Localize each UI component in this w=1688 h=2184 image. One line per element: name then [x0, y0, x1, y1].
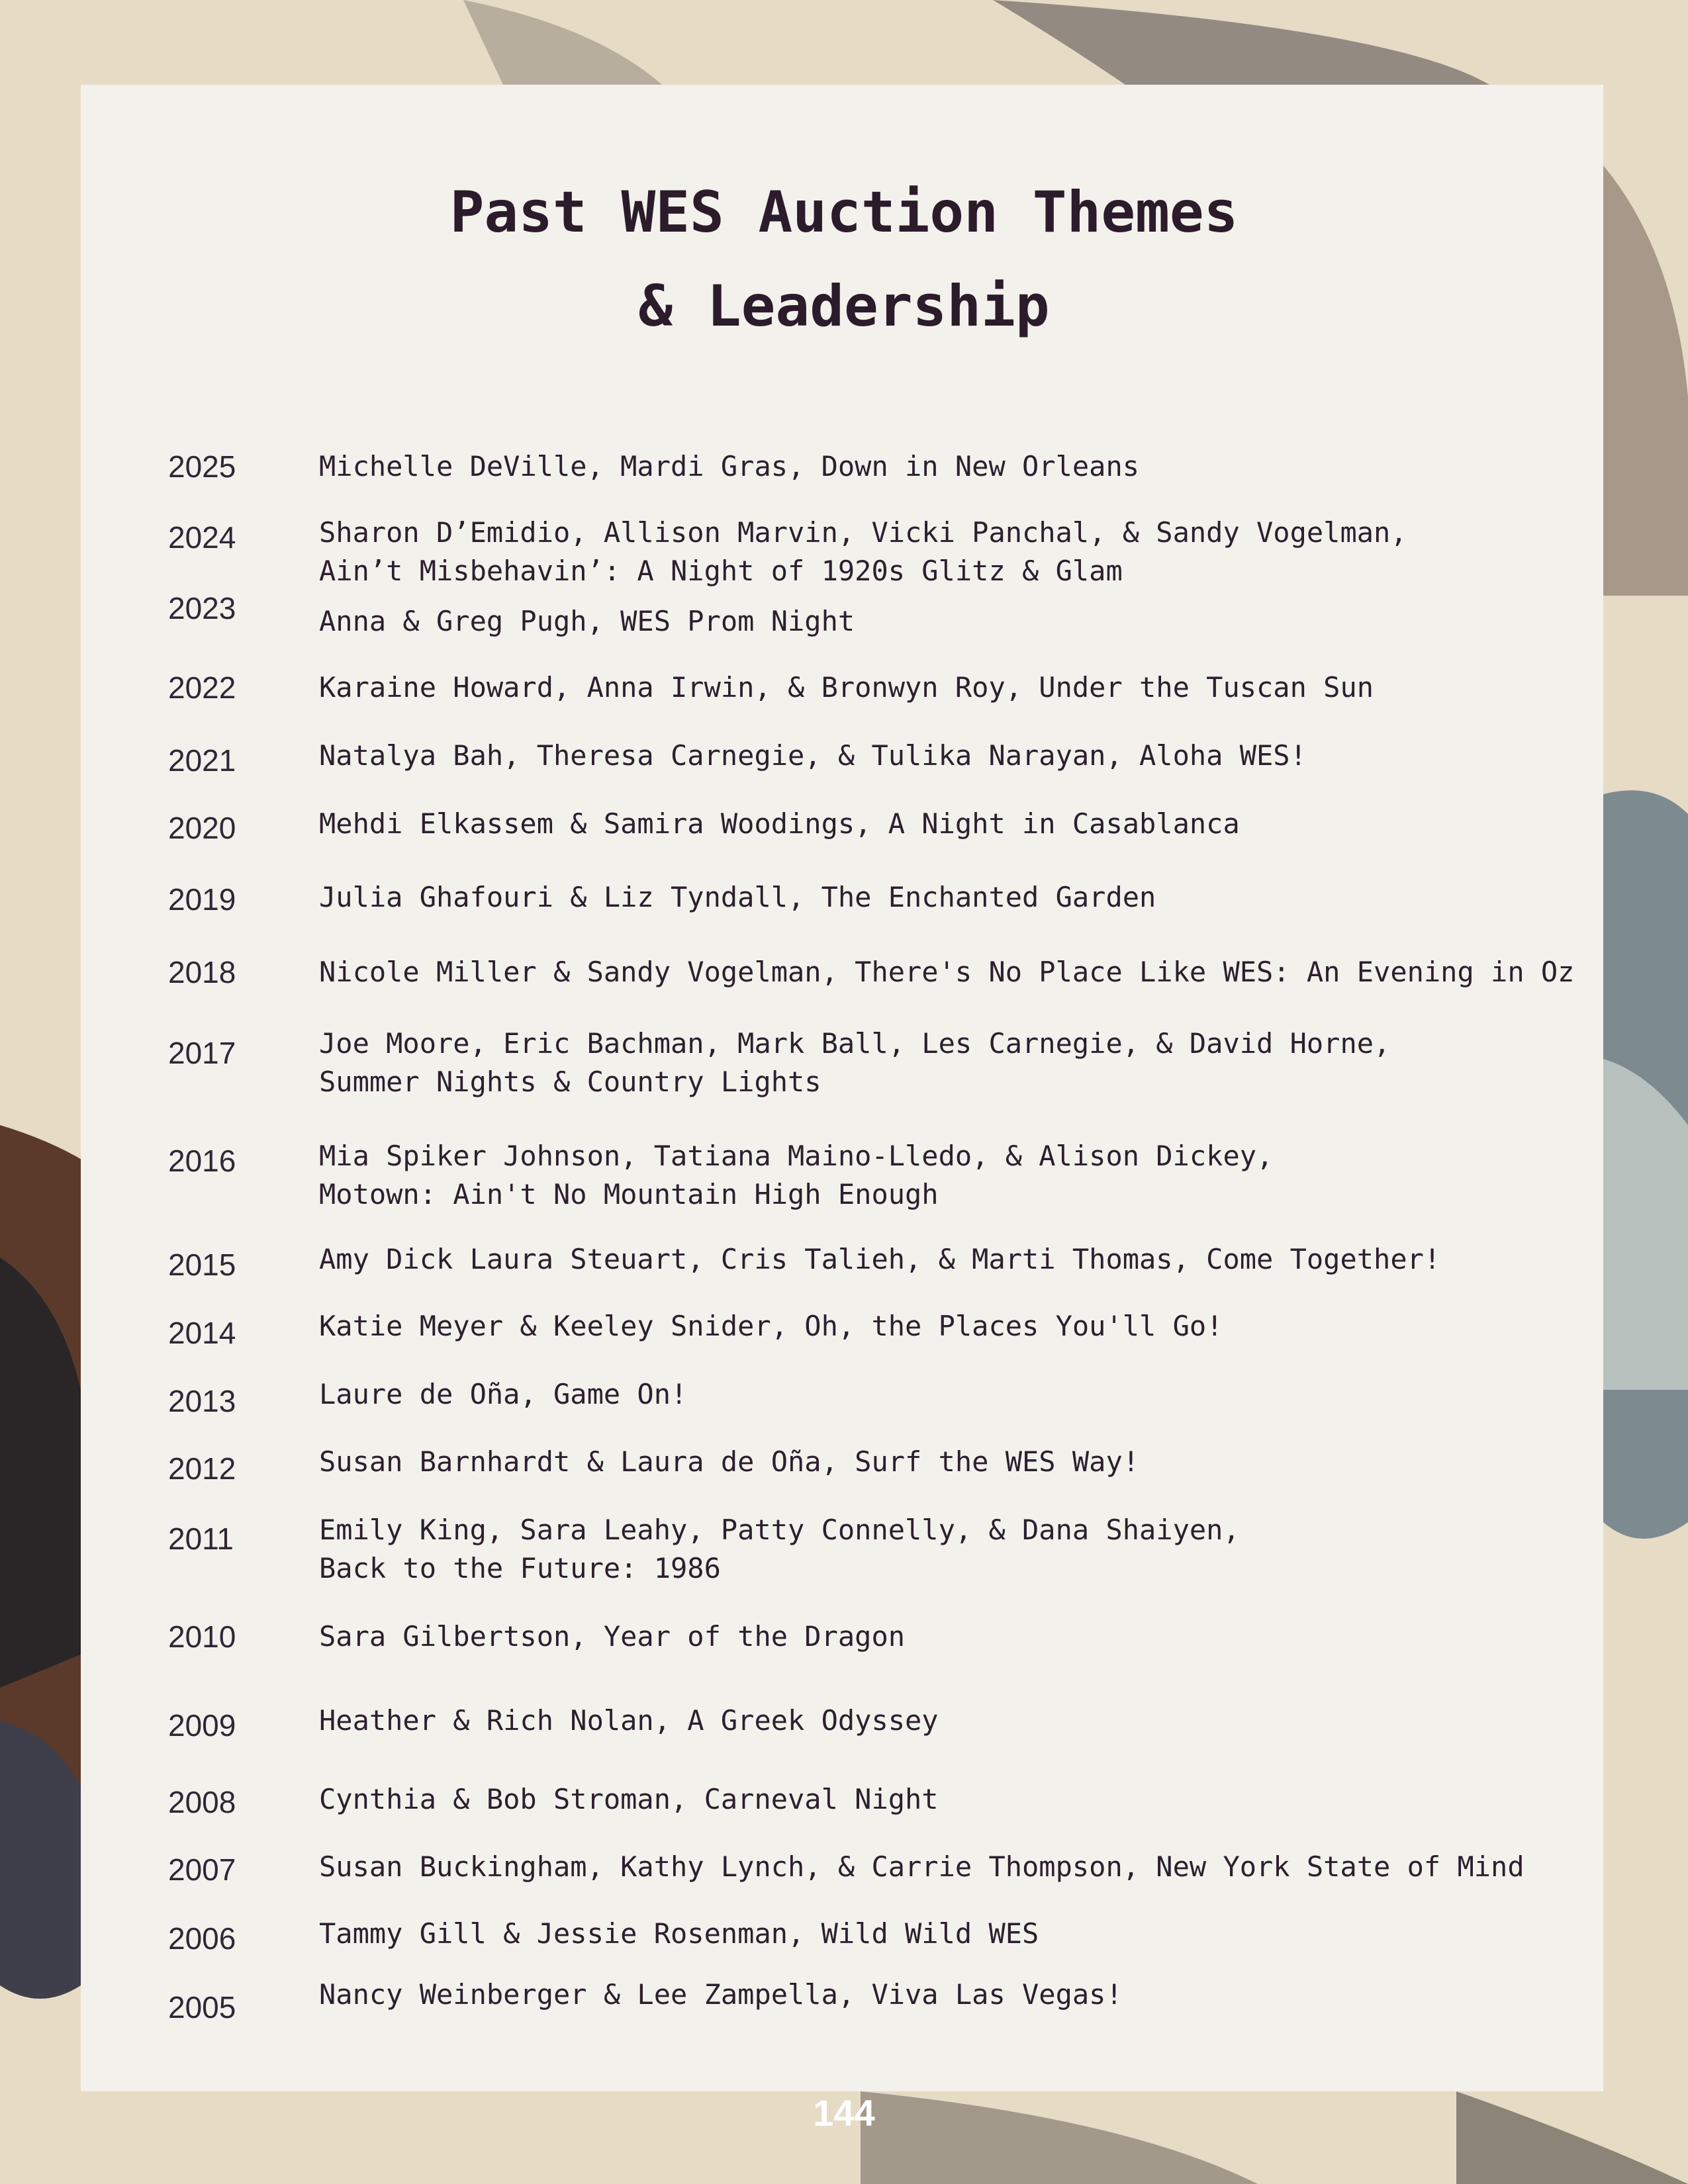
entry-line: Heather & Rich Nolan, A Greek Odyssey [319, 1704, 939, 1737]
list-item [319, 1375, 1577, 1414]
list-item [319, 1240, 1577, 1279]
year-label: 2009 [168, 1708, 236, 1743]
year-label: 2005 [168, 1990, 236, 2025]
year-label: 2020 [168, 811, 236, 845]
entry-line: Mia Spiker Johnson, Tatiana Maino-Lledo, & Alison Dickey, [319, 1140, 1274, 1172]
list-item [319, 668, 1577, 707]
list-item [319, 1915, 1577, 1953]
entry-line: Susan Barnhardt & Laura de Oña, Surf the WES Way! [319, 1445, 1140, 1478]
list-item [319, 1780, 1577, 1819]
year-label: 2022 [168, 670, 236, 705]
entry-line-2: Ain’t Misbehavin’: A Night of 1920s Glitz & Glam [319, 555, 1123, 587]
year-label: 2014 [168, 1316, 236, 1350]
entry-line-2: Summer Nights & Country Lights [319, 1066, 821, 1098]
year-label: 2017 [168, 1036, 236, 1070]
entry-line: Nicole Miller & Sandy Vogelman, There's No Place Like WES: An Evening in Oz [319, 956, 1575, 988]
entry-line: Michelle DeVille, Mardi Gras, Down in New Orleans [319, 450, 1140, 482]
entry-line: Nancy Weinberger & Lee Zampella, Viva Las Vegas! [319, 1978, 1123, 2011]
list-item [319, 1307, 1577, 1345]
entry-line: Joe Moore, Eric Bachman, Mark Ball, Les Carnegie, & David Horne, [319, 1027, 1391, 1060]
entry-line-2: Back to the Future: 1986 [319, 1552, 721, 1584]
list-item [319, 805, 1577, 843]
entry-line: Katie Meyer & Keeley Snider, Oh, the Places You'll Go! [319, 1310, 1223, 1342]
list-item [319, 1976, 1577, 2014]
list-item [319, 737, 1577, 775]
entry-line: Amy Dick Laura Steuart, Cris Talieh, & Marti Thomas, Come Together! [319, 1243, 1441, 1275]
entry-line: Cynthia & Bob Stroman, Carneval Night [319, 1783, 939, 1815]
year-label: 2012 [168, 1451, 236, 1486]
year-label: 2021 [168, 743, 236, 778]
title-line-2: & Leadership [638, 273, 1050, 340]
entry-line: Sharon D’Emidio, Allison Marvin, Vicki Panchal, & Sandy Vogelman, [319, 516, 1407, 549]
page-number: 144 [813, 2092, 875, 2134]
list-item [319, 1617, 1577, 1656]
entry-line: Emily King, Sara Leahy, Patty Connelly, & Dana Shaiyen, [319, 1514, 1240, 1546]
year-label: 2013 [168, 1384, 236, 1418]
year-label: 2015 [168, 1248, 236, 1282]
year-label: 2006 [168, 1921, 236, 1956]
list-item [319, 1848, 1577, 1886]
entry-line: Julia Ghafouri & Liz Tyndall, The Enchanted Garden [319, 881, 1156, 913]
title-line-1: Past WES Auction Themes [449, 179, 1239, 246]
year-label: 2019 [168, 882, 236, 917]
entry-line: Susan Buckingham, Kathy Lynch, & Carrie Thompson, New York State of Mind [319, 1850, 1524, 1883]
entry-line: Laure de Oña, Game On! [319, 1378, 688, 1410]
year-label: 2018 [168, 955, 236, 989]
entry-line-2: Motown: Ain't No Mountain High Enough [319, 1178, 939, 1210]
list-item [319, 514, 1577, 590]
year-label: 2023 [168, 591, 236, 625]
year-label: 2010 [168, 1619, 236, 1654]
entry-line: Natalya Bah, Theresa Carnegie, & Tulika Narayan, Aloha WES! [319, 739, 1307, 772]
list-item [319, 447, 1577, 486]
list-item [319, 602, 1577, 641]
list-item [319, 1024, 1577, 1101]
entry-line: Sara Gilbertson, Year of the Dragon [319, 1620, 906, 1653]
list-item [319, 1702, 1577, 1740]
list-item [319, 1511, 1577, 1588]
year-label: 2008 [168, 1785, 236, 1819]
year-label: 2011 [168, 1522, 234, 1556]
page-title [0, 165, 1688, 353]
year-label: 2025 [168, 449, 236, 484]
entry-line: Mehdi Elkassem & Samira Woodings, A Night in Casablanca [319, 807, 1240, 840]
year-label: 2016 [168, 1144, 236, 1178]
list-item [319, 1137, 1577, 1214]
entry-line: Tammy Gill & Jessie Rosenman, Wild Wild WES [319, 1917, 1039, 1950]
year-label: 2024 [168, 520, 236, 555]
list-item [319, 878, 1577, 917]
year-label: 2007 [168, 1852, 236, 1887]
entry-line: Anna & Greg Pugh, WES Prom Night [319, 605, 855, 637]
list-item [319, 953, 1577, 991]
list-item [319, 1443, 1577, 1481]
entry-line: Karaine Howard, Anna Irwin, & Bronwyn Roy, Under the Tuscan Sun [319, 671, 1374, 704]
